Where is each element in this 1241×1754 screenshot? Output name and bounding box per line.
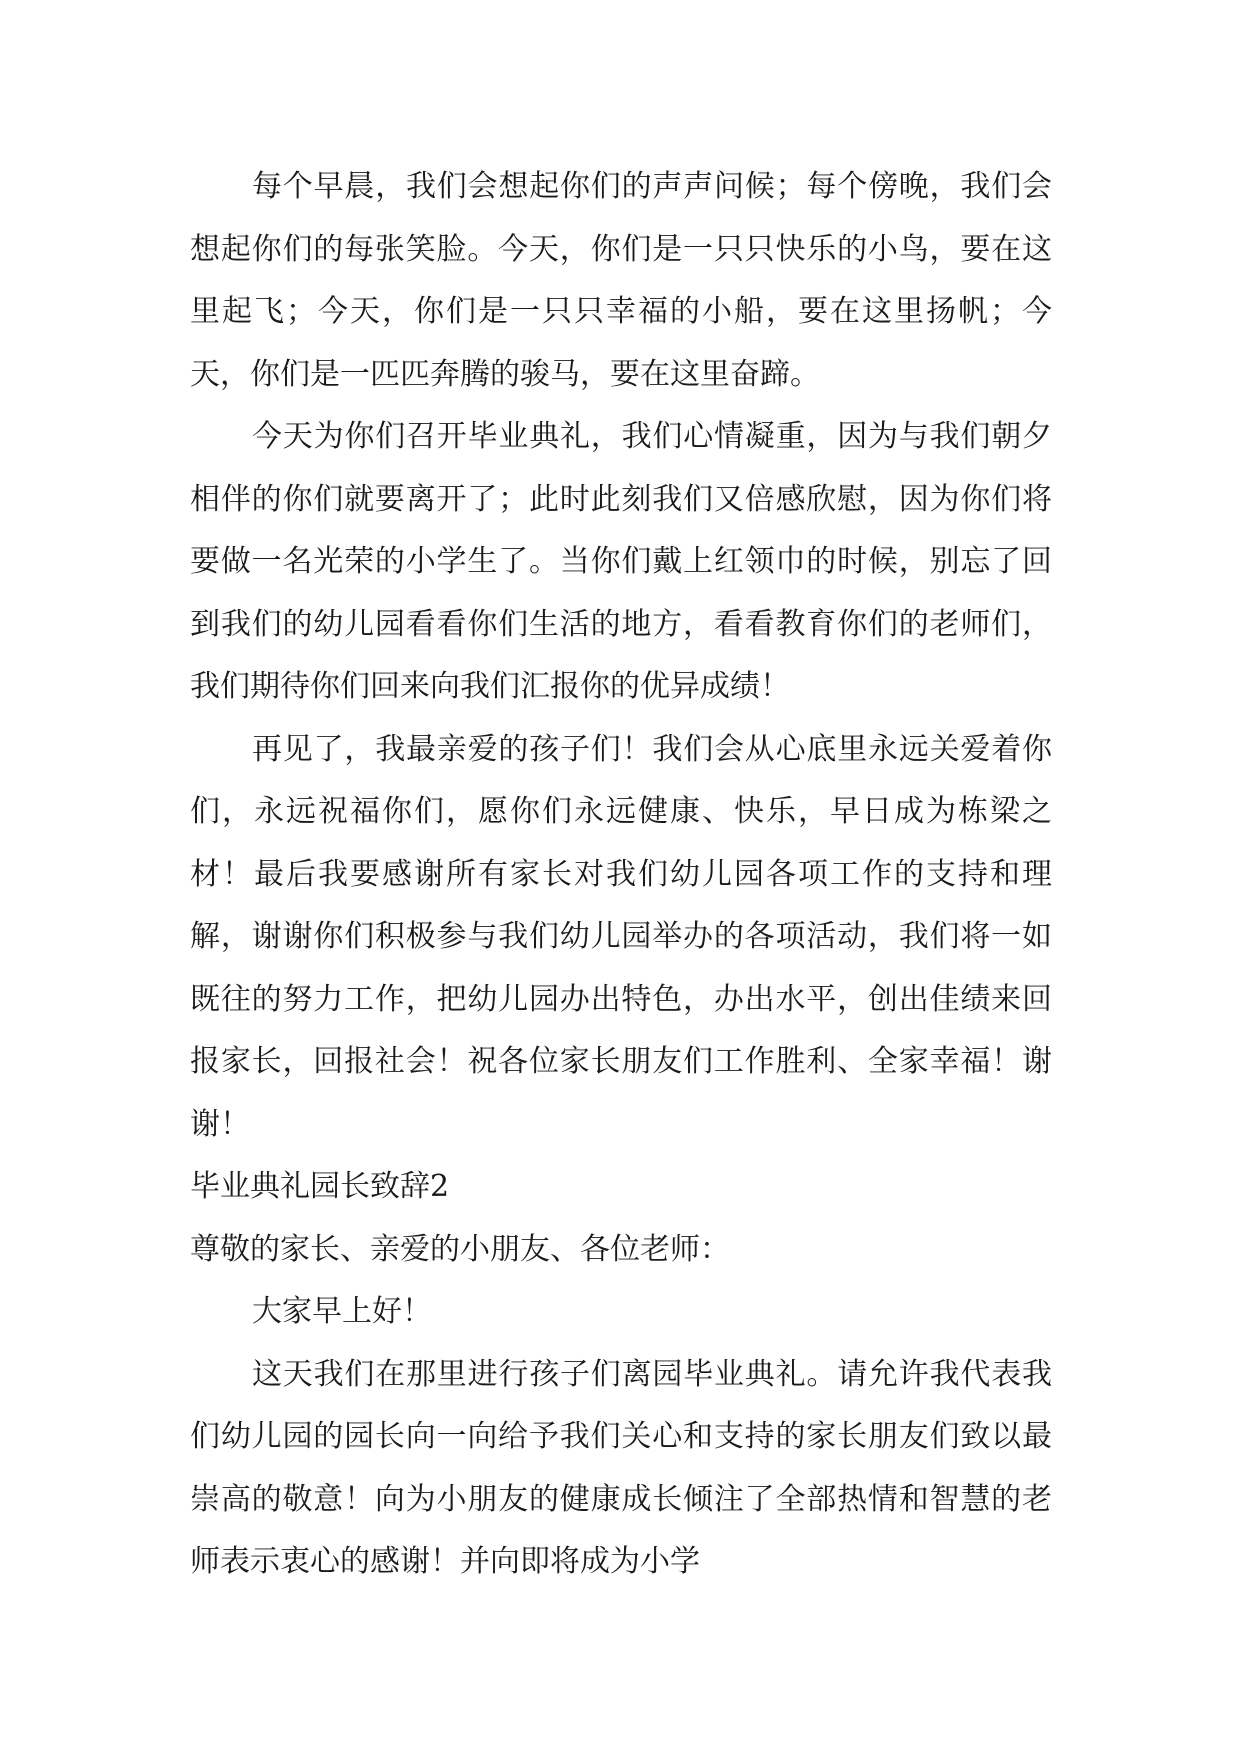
paragraph-graduation-ceremony: 今天为你们召开毕业典礼，我们心情凝重，因为与我们朝夕相伴的你们就要离开了；此时此刻我们又倍感欣慰，因为你们将要做一名光荣的小学生了。当你们戴上红领巾的时候，别忘了回到我们的幼儿园看看你们生活的地方，看看教育你们的老师们，我们期待你们回来向我们汇报你的优异成绩！ bbox=[190, 419, 1052, 704]
paragraph-morning-greetings: 每个早晨，我们会想起你们的声声问候；每个傍晚，我们会想起你们的每张笑脸。今天，你们是一只只快乐的小鸟，要在这里起飞；今天，你们是一只只幸福的小船，要在这里扬帆；今天，你们是一匹匹奔腾的骏马，要在这里奋蹄。 bbox=[190, 169, 1052, 392]
paragraph-opening-remarks: 这天我们在那里进行孩子们离园毕业典礼。请允许我代表我们幼儿园的园长向一向给予我们关心和支持的家长朋友们致以最崇高的敬意！向为小朋友的健康成长倾注了全部热情和智慧的老师表示衷心的感谢！并向即将成为小学 bbox=[190, 1356, 1052, 1579]
document-body bbox=[190, 156, 1052, 1594]
section-heading: 毕业典礼园长致辞2 bbox=[190, 1169, 450, 1204]
greeting: 大家早上好！ bbox=[252, 1294, 432, 1329]
paragraph-farewell-thanks: 再见了，我最亲爱的孩子们！我们会从心底里永远关爱着你们，永远祝福你们，愿你们永远健康、快乐，早日成为栋梁之材！最后我要感谢所有家长对我们幼儿园各项工作的支持和理解，谢谢你们积极参与我们幼儿园举办的各项活动，我们将一如既往的努力工作，把幼儿园办出特色，办出水平，创出佳绩来回报家长，回报社会！祝各位家长朋友们工作胜利、全家幸福！谢谢！ bbox=[190, 731, 1052, 1142]
salutation: 尊敬的家长、亲爱的小朋友、各位老师： bbox=[190, 1231, 730, 1267]
